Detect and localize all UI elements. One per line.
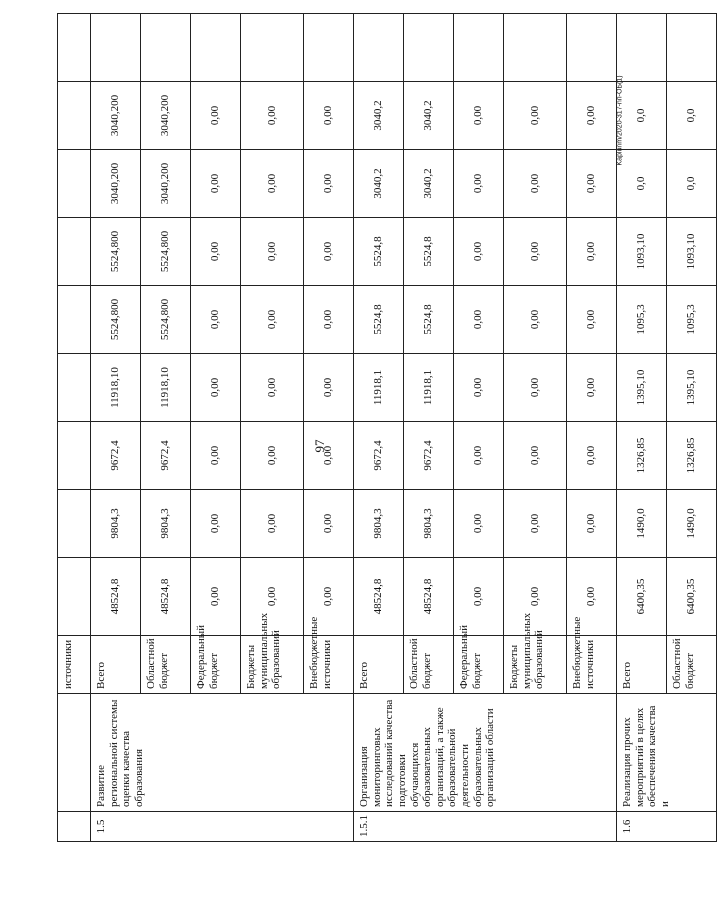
value-cell: 11918,1 xyxy=(404,354,454,422)
value-cell: 3040,2 xyxy=(354,150,404,218)
value-cell: 0,00 xyxy=(191,490,241,558)
value-cell: 0,00 xyxy=(241,422,304,490)
source-name: Бюджеты муниципальных образований xyxy=(241,636,304,694)
value-cell: 0,00 xyxy=(504,354,567,422)
table-cell xyxy=(617,14,667,82)
value-cell: 1095,3 xyxy=(667,286,717,354)
table-cell xyxy=(404,14,454,82)
value-cell: 0,00 xyxy=(454,150,504,218)
value-cell: 0,00 xyxy=(191,422,241,490)
value-cell: 9672,4 xyxy=(354,422,404,490)
value-cell: 0,00 xyxy=(504,558,567,636)
value-cell: 0,00 xyxy=(504,150,567,218)
source-name: Федеральный бюджет xyxy=(191,636,241,694)
table-cell xyxy=(58,82,91,150)
value-cell: 3040,200 xyxy=(141,82,191,150)
value-cell: 0,00 xyxy=(454,354,504,422)
value-cell: 0,00 xyxy=(191,558,241,636)
value-cell: 0,00 xyxy=(454,422,504,490)
value-cell: 0,00 xyxy=(567,558,617,636)
source-name: Федеральный бюджет xyxy=(454,636,504,694)
value-cell: 5524,800 xyxy=(91,218,141,286)
value-cell: 1395,10 xyxy=(617,354,667,422)
table-cell xyxy=(354,14,404,82)
value-cell: 9804,3 xyxy=(354,490,404,558)
value-cell: 9804,3 xyxy=(91,490,141,558)
table-cell xyxy=(58,354,91,422)
value-cell: 5524,8 xyxy=(354,286,404,354)
value-cell: 0,00 xyxy=(567,354,617,422)
value-cell: 9672,4 xyxy=(91,422,141,490)
table-row xyxy=(354,14,404,842)
page-number: 97 xyxy=(312,439,327,453)
value-cell: 3040,2 xyxy=(354,82,404,150)
value-cell: 0,00 xyxy=(304,354,354,422)
table-cell xyxy=(241,14,304,82)
value-cell: 0,00 xyxy=(454,490,504,558)
table-cell xyxy=(58,150,91,218)
source-label-cell: источники xyxy=(58,636,91,694)
value-cell: 11918,1 xyxy=(354,354,404,422)
value-cell: 0,00 xyxy=(241,82,304,150)
table-cell xyxy=(58,218,91,286)
value-cell: 3040,2 xyxy=(404,82,454,150)
table-cell xyxy=(58,694,91,812)
table-cell xyxy=(304,14,354,82)
value-cell: 1490,0 xyxy=(667,490,717,558)
table-cell xyxy=(667,14,717,82)
value-cell: 0,00 xyxy=(567,422,617,490)
value-cell: 0,00 xyxy=(304,422,354,490)
value-cell: 0,00 xyxy=(241,490,304,558)
value-cell: 0,00 xyxy=(304,218,354,286)
value-cell: 1093,10 xyxy=(617,218,667,286)
value-cell: 0,00 xyxy=(567,218,617,286)
table-cell xyxy=(58,14,91,82)
value-cell: 0,00 xyxy=(304,82,354,150)
table-cell xyxy=(58,422,91,490)
value-cell: 0,00 xyxy=(567,82,617,150)
value-cell: 0,00 xyxy=(567,286,617,354)
value-cell: 48524,8 xyxy=(354,558,404,636)
row-code: 1.6 xyxy=(617,812,717,842)
source-name: Областной бюджет xyxy=(404,636,454,694)
value-cell: 0,00 xyxy=(567,150,617,218)
value-cell: 5524,800 xyxy=(141,286,191,354)
value-cell: 3040,200 xyxy=(141,150,191,218)
value-cell: 6400,35 xyxy=(667,558,717,636)
value-cell: 0,00 xyxy=(191,354,241,422)
value-cell: 11918,10 xyxy=(141,354,191,422)
value-cell: 48524,8 xyxy=(404,558,454,636)
value-cell: 0,00 xyxy=(241,286,304,354)
row-name: Развитие региональной системы оценки качества образования xyxy=(91,694,354,812)
value-cell: 9672,4 xyxy=(404,422,454,490)
value-cell: 0,00 xyxy=(304,286,354,354)
document-code: Kaplunm/2020-317-nп-OБ(1) xyxy=(616,75,624,166)
value-cell: 0,0 xyxy=(617,150,667,218)
value-cell: 0,00 xyxy=(454,558,504,636)
table-cell xyxy=(58,558,91,636)
row-name: Реализация прочих мероприятий в целях обеспечения качества и xyxy=(617,694,717,812)
value-cell: 3040,2 xyxy=(404,150,454,218)
budget-table xyxy=(57,13,717,842)
source-name: Всего xyxy=(354,636,404,694)
table-cell xyxy=(504,14,567,82)
table-cell xyxy=(91,14,141,82)
source-name: Всего xyxy=(617,636,667,694)
value-cell: 0,00 xyxy=(191,82,241,150)
value-cell: 0,00 xyxy=(454,286,504,354)
row-code: 1.5 xyxy=(91,812,354,842)
value-cell: 3040,200 xyxy=(91,82,141,150)
table-cell xyxy=(454,14,504,82)
value-cell: 1095,3 xyxy=(617,286,667,354)
value-cell: 0,00 xyxy=(241,558,304,636)
value-cell: 1326,85 xyxy=(667,422,717,490)
value-cell: 1395,10 xyxy=(667,354,717,422)
value-cell: 0,00 xyxy=(304,558,354,636)
value-cell: 0,00 xyxy=(454,218,504,286)
value-cell: 1490,0 xyxy=(617,490,667,558)
value-cell: 6400,35 xyxy=(617,558,667,636)
value-cell: 0,00 xyxy=(191,286,241,354)
table-cell xyxy=(58,490,91,558)
value-cell: 48524,8 xyxy=(141,558,191,636)
value-cell: 0,00 xyxy=(304,150,354,218)
source-name: Бюджеты муниципальных образований xyxy=(504,636,567,694)
value-cell: 5524,8 xyxy=(404,218,454,286)
budget-table-frame xyxy=(57,14,698,842)
value-cell: 9672,4 xyxy=(141,422,191,490)
value-cell: 0,00 xyxy=(504,422,567,490)
value-cell: 5524,8 xyxy=(354,218,404,286)
budget-table-rotated xyxy=(57,14,698,842)
value-cell: 0,00 xyxy=(241,354,304,422)
value-cell: 48524,8 xyxy=(91,558,141,636)
value-cell: 0,00 xyxy=(241,218,304,286)
table-cell xyxy=(58,812,91,842)
value-cell: 9804,3 xyxy=(404,490,454,558)
value-cell: 0,00 xyxy=(191,218,241,286)
table-row xyxy=(617,14,667,842)
source-name: Внебюджетные источники xyxy=(567,636,617,694)
source-name: Областной бюджет xyxy=(141,636,191,694)
value-cell: 5524,800 xyxy=(141,218,191,286)
value-cell: 5524,8 xyxy=(404,286,454,354)
value-cell: 0,00 xyxy=(454,82,504,150)
value-cell: 0,0 xyxy=(667,82,717,150)
source-name: Всего xyxy=(91,636,141,694)
table-cell xyxy=(141,14,191,82)
source-name: Областной бюджет xyxy=(667,636,717,694)
table-cell xyxy=(58,286,91,354)
value-cell: 5524,800 xyxy=(91,286,141,354)
value-cell: 0,00 xyxy=(241,150,304,218)
value-cell: 0,00 xyxy=(504,490,567,558)
value-cell: 0,00 xyxy=(191,150,241,218)
value-cell: 9804,3 xyxy=(141,490,191,558)
row-name: Организация мониторинговых исследований качества подготовки обучающихся образовательных организаций, а также образовательной деятельности образовательных организаций области xyxy=(354,694,617,812)
table-row xyxy=(58,14,91,842)
table-cell xyxy=(567,14,617,82)
value-cell: 11918,10 xyxy=(91,354,141,422)
value-cell: 0,00 xyxy=(504,82,567,150)
value-cell: 0,0 xyxy=(617,82,667,150)
value-cell: 3040,200 xyxy=(91,150,141,218)
value-cell: 1093,10 xyxy=(667,218,717,286)
table-row xyxy=(91,14,141,842)
value-cell: 1326,85 xyxy=(617,422,667,490)
value-cell: 0,00 xyxy=(504,286,567,354)
value-cell: 0,00 xyxy=(304,490,354,558)
value-cell: 0,0 xyxy=(667,150,717,218)
table-cell xyxy=(191,14,241,82)
source-name: Внебюджетные источники xyxy=(304,636,354,694)
value-cell: 0,00 xyxy=(567,490,617,558)
row-code: 1.5.1 xyxy=(354,812,617,842)
value-cell: 0,00 xyxy=(504,218,567,286)
